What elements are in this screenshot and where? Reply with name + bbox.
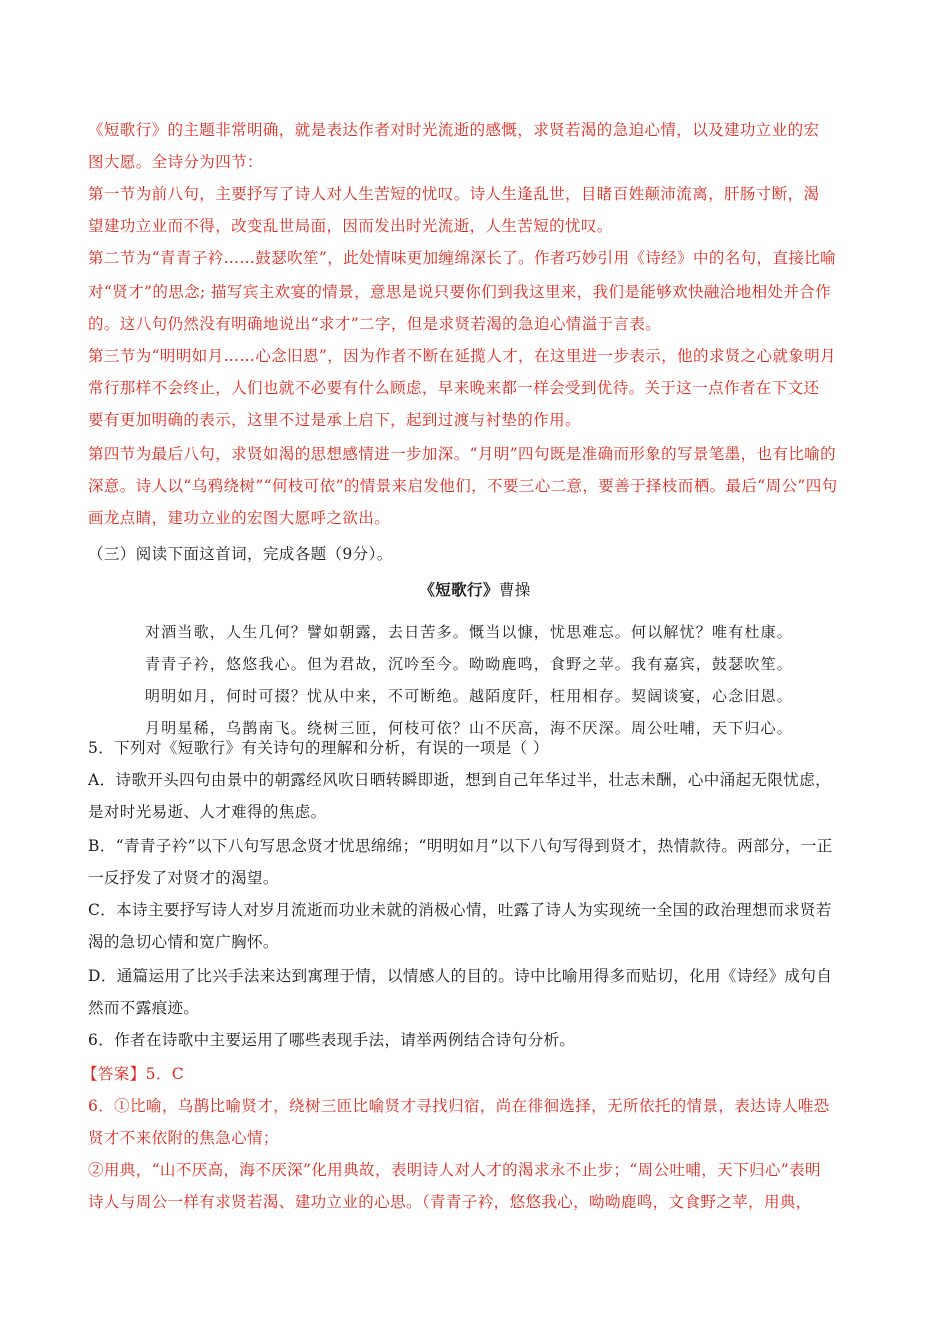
option-a-continued: 是对时光易逝、人才难得的焦虑。 <box>88 803 327 821</box>
analysis-line: 第三节为“明明如月……心念旧恩”，因为作者不断在延揽人才，在这里进一步表示，他的求贤之心就象明月 <box>88 347 837 365</box>
analysis-line: 的。这八句仍然没有明确地说出“求才”二字，但是求贤若渴的急迫心情溢于言表。 <box>88 315 662 333</box>
option-d: D．通篇运用了比兴手法来达到寓理于情，以情感人的目的。诗中比喻用得多而贴切，化用《诗经》成句自 <box>88 967 833 985</box>
section-heading: （三）阅读下面这首词，完成各题（9分）。 <box>88 545 393 563</box>
option-b: B．“青青子衿”以下八句写思念贤才忧思绵绵；“明明如月”以下八句写得到贤才，热情款待。两部分，一正 <box>88 837 833 855</box>
analysis-line: 图大愿。全诗分为四节： <box>88 153 263 171</box>
question-6-stem: 6．作者在诗歌中主要运用了哪些表现手法，请举两例结合诗句分析。 <box>88 1031 576 1049</box>
answer-line: 6．①比喻，乌鹊比喻贤才，绕树三匝比喻贤才寻找归宿，尚在徘徊选择，无所依托的情景，表达诗人唯恐 <box>88 1097 830 1115</box>
analysis-line: 望建功立业而不得，改变乱世局面，因而发出时光流逝，人生苦短的忧叹。 <box>88 217 613 235</box>
poem-author: 曹操 <box>498 581 531 599</box>
analysis-line: 第四节为最后八句，求贤如渴的思想感情进一步加深。“月明”四句既是准确而形象的写景笔墨，也有比喻的 <box>88 445 837 463</box>
analysis-line: 《短歌行》的主题非常明确，就是表达作者对时光流逝的感慨，求贤若渴的急迫心情，以及建功立业的宏 <box>88 121 820 139</box>
poem-verse: 月明星稀，乌鹊南飞。绕树三匝，何枝可依？山不厌高，海不厌深。周公吐哺，天下归心。 <box>145 719 794 737</box>
analysis-line: 要有更加明确的表示，这里不过是承上启下，起到过渡与衬垫的作用。 <box>88 411 581 429</box>
analysis-line: 对“贤才”的思念; 描写宾主欢宴的情景，意思是说只要你们到我这里来，我们是能够欢快融洽地相处并合作 <box>88 283 832 301</box>
option-b-continued: 一反抒发了对贤才的渴望。 <box>88 869 279 887</box>
poem-verse: 对酒当歌，人生几何？譬如朝露，去日苦多。慨当以慷，忧思难忘。何以解忧？唯有杜康。 <box>145 623 794 641</box>
question-5-stem: 5．下列对《短歌行》有关诗句的理解和分析，有误的一项是（ ） <box>88 739 549 757</box>
answer-label: 【答案】5．C <box>82 1065 185 1083</box>
analysis-line: 常行那样不会终止，人们也就不必要有什么顾虑，早来晚来都一样会受到优待。关于这一点作者在下文还 <box>88 379 820 397</box>
answer-line: 诗人与周公一样有求贤若渴、建功立业的心思。（青青子衿，悠悠我心，呦呦鹿鸣，文食野之苹，用典， <box>88 1193 812 1211</box>
analysis-line: 第二节为“青青子衿……鼓瑟吹笙”，此处情味更加缠绵深长了。作者巧妙引用《诗经》中的名句，直接比喻 <box>88 249 837 267</box>
answer-line: 贤才不来依附的焦急心情； <box>88 1129 279 1147</box>
option-d-continued: 然而不露痕迹。 <box>88 999 200 1017</box>
poem-title-text: 《短歌行》 <box>419 580 499 599</box>
option-c-continued: 渴的急切心情和宽广胸怀。 <box>88 933 279 951</box>
answer-line: ②用典，“山不厌高，海不厌深”化用典故，表明诗人对人才的渴求永不止步；“周公吐哺，天下归心”表明 <box>88 1161 821 1179</box>
poem-title <box>0 578 950 600</box>
option-a: A．诗歌开头四句由景中的朝露经风吹日晒转瞬即逝，想到自己年华过半，壮志未酬，心中涌起无限忧虑， <box>88 771 831 789</box>
option-c: C．本诗主要抒写诗人对岁月流逝而功业未就的消极心情，吐露了诗人为实现统一全国的政治理想而求贤若 <box>88 901 832 919</box>
analysis-line: 第一节为前八句，主要抒写了诗人对人生苦短的忧叹。诗人生逢乱世，目睹百姓颠沛流离，肝肠寸断，渴 <box>88 185 820 203</box>
poem-verse: 明明如月，何时可掇？忧从中来，不可断绝。越陌度阡，枉用相存。契阔谈宴，心念旧恩。 <box>145 687 794 705</box>
analysis-line: 画龙点睛，建功立业的宏图大愿呼之欲出。 <box>88 509 391 527</box>
analysis-line: 深意。诗人以“乌鸦绕树”“何枝可依”的情景来启发他们，不要三心二意，要善于择枝而栖。最后“周公”四句 <box>88 477 838 495</box>
poem-verse: 青青子衿，悠悠我心。但为君故，沉吟至今。呦呦鹿鸣，食野之苹。我有嘉宾，鼓瑟吹笙。 <box>145 655 794 673</box>
